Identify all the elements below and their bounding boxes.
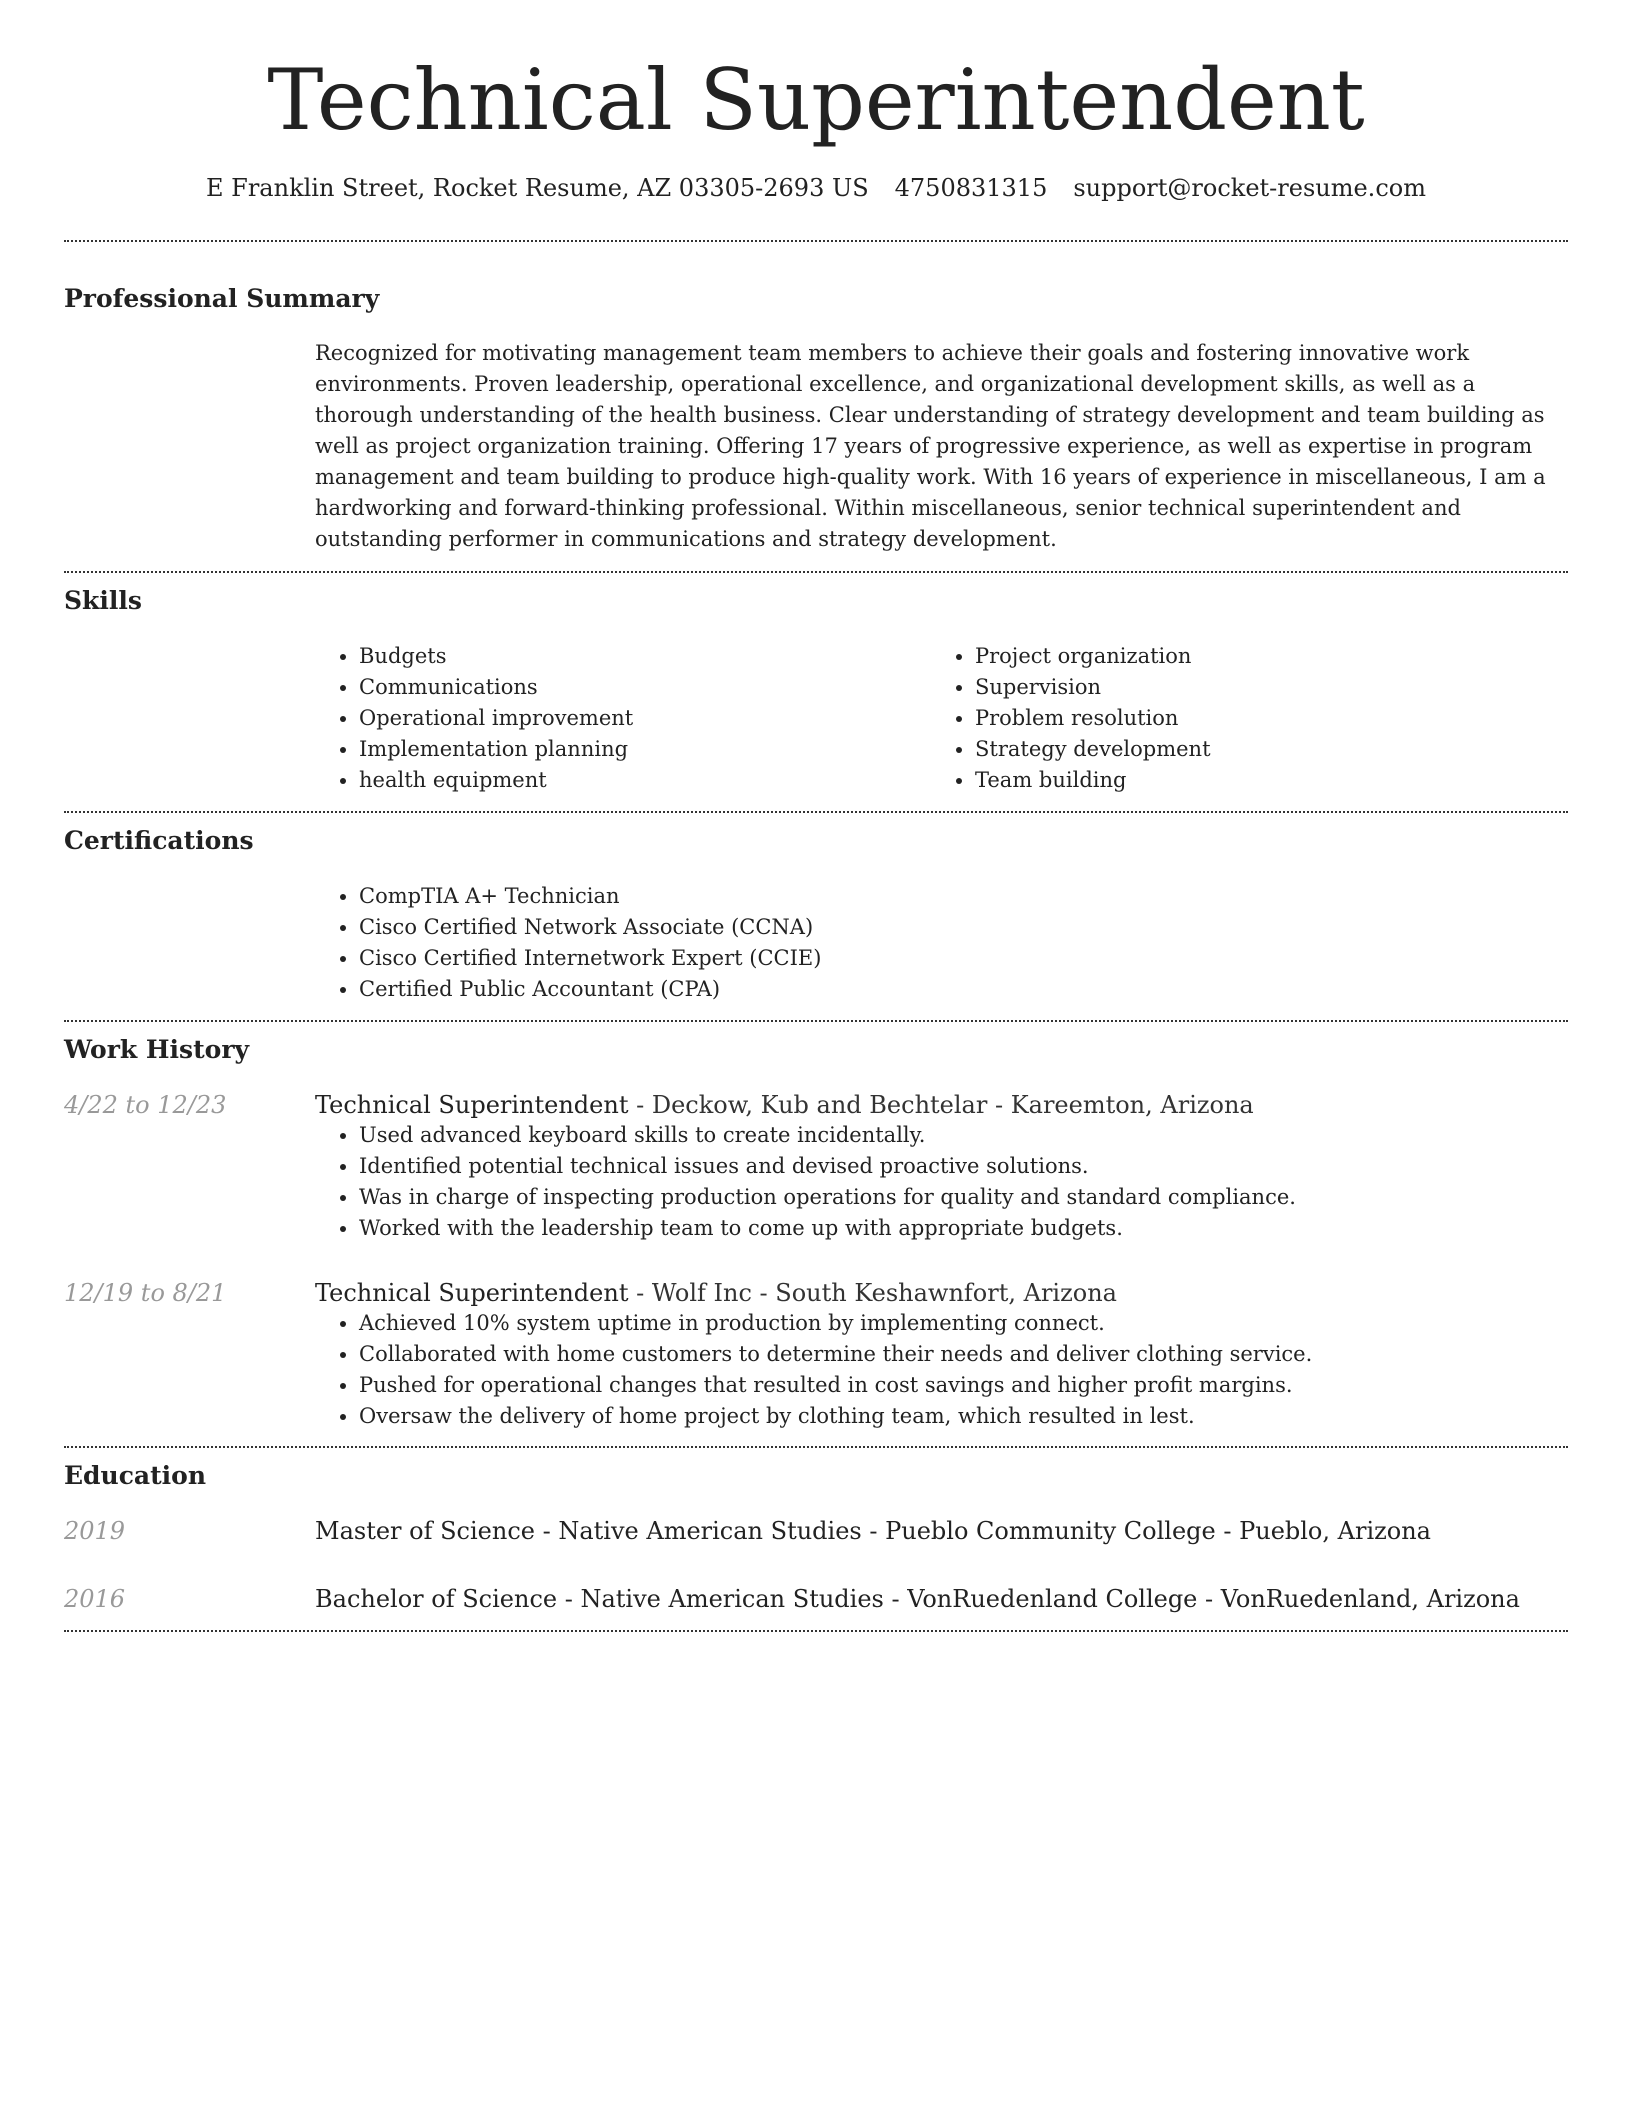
- job-body: [315, 1278, 1568, 1432]
- skills-section: [64, 573, 1568, 796]
- certification-item: • Cisco Certified Network Associate (CCNA): [359, 912, 1568, 943]
- divider: [64, 1630, 1568, 1632]
- job-duty: • Used advanced keyboard skills to create incidentally.: [359, 1120, 1568, 1151]
- job-duty: • Identified potential technical issues and devised proactive solutions.: [359, 1151, 1568, 1182]
- job-duty: • Collaborated with home customers to determine their needs and deliver clothing service.: [359, 1339, 1568, 1370]
- skill-item: • Budgets: [359, 641, 931, 672]
- certification-item: • Certified Public Accountant (CPA): [359, 974, 1568, 1005]
- education-entry: [64, 1516, 1568, 1546]
- job-duty: • Was in charge of inspecting production operations for quality and standard compliance.: [359, 1182, 1568, 1213]
- education-heading: Education: [64, 1460, 207, 1490]
- summary-text: Recognized for motivating management team members to achieve their goals and fostering innovative work environments. Proven leadership, operational excellence, and organizational development skills, as well as a thorough understanding of the health business. Clear understanding of strategy development and team building as well as project organization training. Offering 17 years of progressive experience, as well as expertise in program management and team building to produce high-quality work. With 16 years of experience in miscellaneous, I am a hardworking and forward-thinking professional. Within miscellaneous, senior technical superintendent and outstanding performer in communications and strategy development.: [315, 340, 1546, 551]
- certifications-section: [64, 813, 1568, 1005]
- skill-item: • health equipment: [359, 765, 931, 796]
- work-history-heading: Work History: [64, 1034, 250, 1064]
- skills-column-right: [931, 641, 1547, 796]
- job-employer: - Deckow, Kub and Bechtelar - Kareemton, Arizona: [628, 1090, 1254, 1119]
- summary-heading: Professional Summary: [64, 283, 380, 313]
- skill-item: • Strategy development: [975, 734, 1547, 765]
- resume-name: Technical Superintendent: [267, 51, 1365, 149]
- contact-address: E Franklin Street, Rocket Resume, AZ 03305-2693 US: [206, 174, 869, 202]
- job-title: Technical Superintendent: [315, 1090, 629, 1119]
- job-date: 12/19 to 8/21: [64, 1278, 227, 1307]
- job-employer: - Wolf Inc - South Keshawnfort, Arizona: [628, 1278, 1117, 1307]
- skill-item: • Team building: [975, 765, 1547, 796]
- contact-line: [64, 174, 1568, 203]
- education-entry: [64, 1584, 1568, 1614]
- skill-item: • Problem resolution: [975, 703, 1547, 734]
- job-duty: • Achieved 10% system uptime in production by implementing connect.: [359, 1308, 1568, 1339]
- contact-email: support@rocket-resume.com: [1073, 174, 1426, 202]
- job-duty: • Oversaw the delivery of home project by clothing team, which resulted in lest.: [359, 1401, 1568, 1432]
- job-duties: [315, 1120, 1568, 1244]
- certification-item: • CompTIA A+ Technician: [359, 881, 1568, 912]
- skills-heading: Skills: [64, 585, 142, 615]
- certification-item: • Cisco Certified Internetwork Expert (CCIE): [359, 943, 1568, 974]
- contact-phone: 4750831315: [894, 174, 1048, 202]
- job-duties: [315, 1308, 1568, 1432]
- job-heading: [315, 1090, 1568, 1120]
- divider: [64, 240, 1568, 242]
- education-section: [64, 1448, 1568, 1630]
- certifications-list: [315, 881, 1568, 1005]
- skills-list: [315, 641, 1568, 796]
- education-degree: Master of Science - Native American Studies - Pueblo Community College - Pueblo, Arizona: [315, 1516, 1431, 1545]
- job-title: Technical Superintendent: [315, 1278, 629, 1307]
- job-entry: [64, 1278, 1568, 1432]
- skill-item: • Operational improvement: [359, 703, 931, 734]
- job-date: 4/22 to 12/23: [64, 1090, 227, 1119]
- skill-item: • Communications: [359, 672, 931, 703]
- summary-section: [64, 284, 1568, 555]
- skills-column-left: [315, 641, 931, 796]
- education-year: 2016: [64, 1584, 126, 1613]
- job-duty: • Pushed for operational changes that resulted in cost savings and higher profit margins.: [359, 1370, 1568, 1401]
- education-degree: Bachelor of Science - Native American Studies - VonRuedenland College - VonRuedenland, Arizona: [315, 1584, 1520, 1613]
- skill-item: • Implementation planning: [359, 734, 931, 765]
- job-entry: [64, 1090, 1568, 1244]
- education-year: 2019: [64, 1516, 126, 1545]
- certifications-heading: Certifications: [64, 825, 254, 855]
- job-duty: • Worked with the leadership team to come up with appropriate budgets.: [359, 1213, 1568, 1244]
- job-body: [315, 1090, 1568, 1244]
- skill-item: • Supervision: [975, 672, 1547, 703]
- job-heading: [315, 1278, 1568, 1308]
- work-history-section: [64, 1022, 1568, 1446]
- skill-item: • Project organization: [975, 641, 1547, 672]
